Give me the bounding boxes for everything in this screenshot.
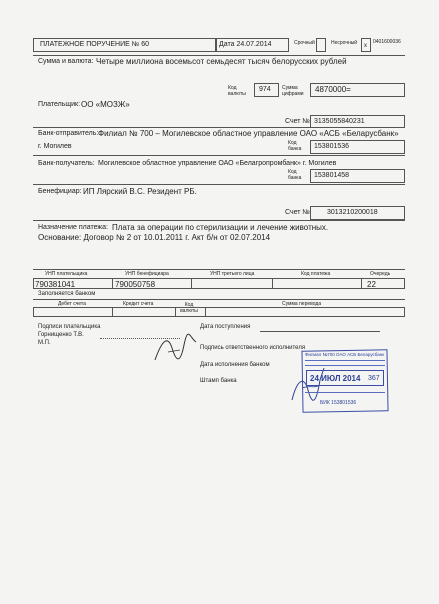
payer-account-label: Счет № [285, 118, 310, 125]
amount-words: Четыре миллиона восемьсот семьдесят тысяч белорусских рублей [96, 57, 347, 66]
amount-label: Сумма и валюта: [38, 58, 94, 65]
non-urgent-label: Несрочный [331, 40, 358, 46]
value-priority: 22 [367, 280, 376, 289]
beneficiary-account-value: 3013210200018 [327, 209, 378, 216]
stamp-rule-3 [305, 392, 385, 393]
table-top-rule [33, 269, 405, 270]
receiver-bank-name: Могилевское областное управление ОАО «Белагропромбанк» г. Могилев [98, 160, 337, 167]
bank-col-sep-2 [175, 307, 176, 317]
sender-bank-code-label: Код банка [288, 140, 302, 152]
payer-label: Плательщик: [38, 101, 81, 108]
purpose-line-2: Основание: Договор № 2 от 10.01.2011 г. Акт б/н от 02.07.2014 [38, 233, 271, 242]
payer-name: ОО «МОЗЖ» [81, 100, 130, 109]
beneficiary-bottom-rule [33, 220, 405, 221]
sender-bank-code: 153801536 [314, 143, 350, 150]
executor-signature-label: Подпись ответственного исполнителя [200, 345, 306, 351]
amount-top-rule [33, 55, 405, 56]
stamp-rule-1 [305, 360, 385, 361]
beneficiary-name: ИП Лярский В.С. Резидент РБ. [83, 187, 197, 196]
sender-bank-label: Банк-отправитель: [38, 130, 99, 137]
debit-label: Дебет счета [58, 301, 86, 307]
document-date: Дата 24.07.2014 [219, 41, 272, 48]
stamp-top-text: Филиал №700 ОАО АСБ Беларусбанк [305, 352, 385, 357]
bank-col-sep-3 [205, 307, 206, 317]
receiver-bank-code: 153801458 [314, 172, 350, 179]
sum-digits-label: Сумма цифрами [282, 85, 304, 97]
sum-digits-value: 4870000= [315, 85, 351, 94]
receipt-date-label: Дата поступления [200, 324, 251, 330]
header-beneficiary-unp: УНП бенефициара [125, 271, 169, 277]
bank-stamp-label: Штамп банка [200, 378, 237, 384]
document-title: ПЛАТЕЖНОЕ ПОРУЧЕНИЕ № 60 [40, 41, 149, 48]
header-third-party-unp: УНП третьего лица [210, 271, 255, 277]
execution-date-label: Дата исполнения банком [200, 362, 270, 368]
stamp-date: 24 ИЮЛ 2014 [310, 374, 361, 383]
form-code: 0401600036 [373, 39, 401, 45]
value-beneficiary-unp: 790050758 [115, 280, 156, 289]
signer-name: Горнищенко Т.В. [38, 332, 84, 338]
currency-code-value: 974 [259, 86, 271, 93]
transfer-sum-label: Сумма перевода [282, 301, 322, 307]
sender-bank-name: Филиал № 700 – Могилевское областное управление ОАО «АСБ «Беларусбанк» [98, 129, 399, 138]
bank-col-sep-1 [112, 307, 113, 317]
stamp-bik: БИК 153801536 [320, 400, 357, 406]
receipt-date-line [260, 331, 380, 332]
bank-currency-label: Код валюты [180, 302, 198, 314]
urgent-checkbox [316, 38, 326, 52]
bank-section-top-rule [33, 299, 405, 300]
stamp-number: 367 [368, 375, 380, 382]
payer-signature-icon [150, 330, 200, 370]
receiver-bank-code-label: Код банка [288, 169, 302, 181]
unp-col-sep-4 [361, 278, 362, 289]
beneficiary-account-label: Счет № [285, 209, 310, 216]
header-payer-unp: УНП плательщика [45, 271, 88, 277]
purpose-line-1: Плата за операции по стерилизации и лечение животных. [112, 223, 329, 232]
sender-bank-city: г. Могилев [38, 143, 72, 150]
header-priority: Очередь [370, 271, 391, 277]
receiver-bank-bottom-rule [33, 184, 405, 185]
payer-signatures-label: Подписи плательщика [38, 324, 101, 330]
unp-col-sep-2 [191, 278, 192, 289]
beneficiary-label: Бенефициар: [38, 188, 82, 195]
sender-bank-bottom-rule [33, 155, 405, 156]
non-urgent-mark: x [364, 43, 367, 49]
bank-section-values-row [33, 307, 405, 317]
stamp-place-label: М.П. [38, 340, 51, 346]
receiver-bank-label: Банк-получатель: [38, 160, 95, 167]
credit-label: Кредит счета [123, 301, 154, 307]
header-payment-code: Код платежа [301, 271, 331, 277]
stamp-rule-2 [305, 365, 385, 366]
unp-col-sep-1 [112, 278, 113, 289]
unp-col-sep-3 [272, 278, 273, 289]
purpose-label: Назначение платежа: [38, 224, 108, 231]
bank-section-title: Заполняется банком [38, 291, 96, 297]
payer-account-value: 3135055840231 [314, 118, 365, 125]
urgent-label: Срочный [294, 40, 315, 46]
currency-code-label: Код валюты [228, 85, 246, 97]
value-payer-unp: 790381041 [35, 280, 76, 289]
unp-values-row [33, 278, 405, 289]
